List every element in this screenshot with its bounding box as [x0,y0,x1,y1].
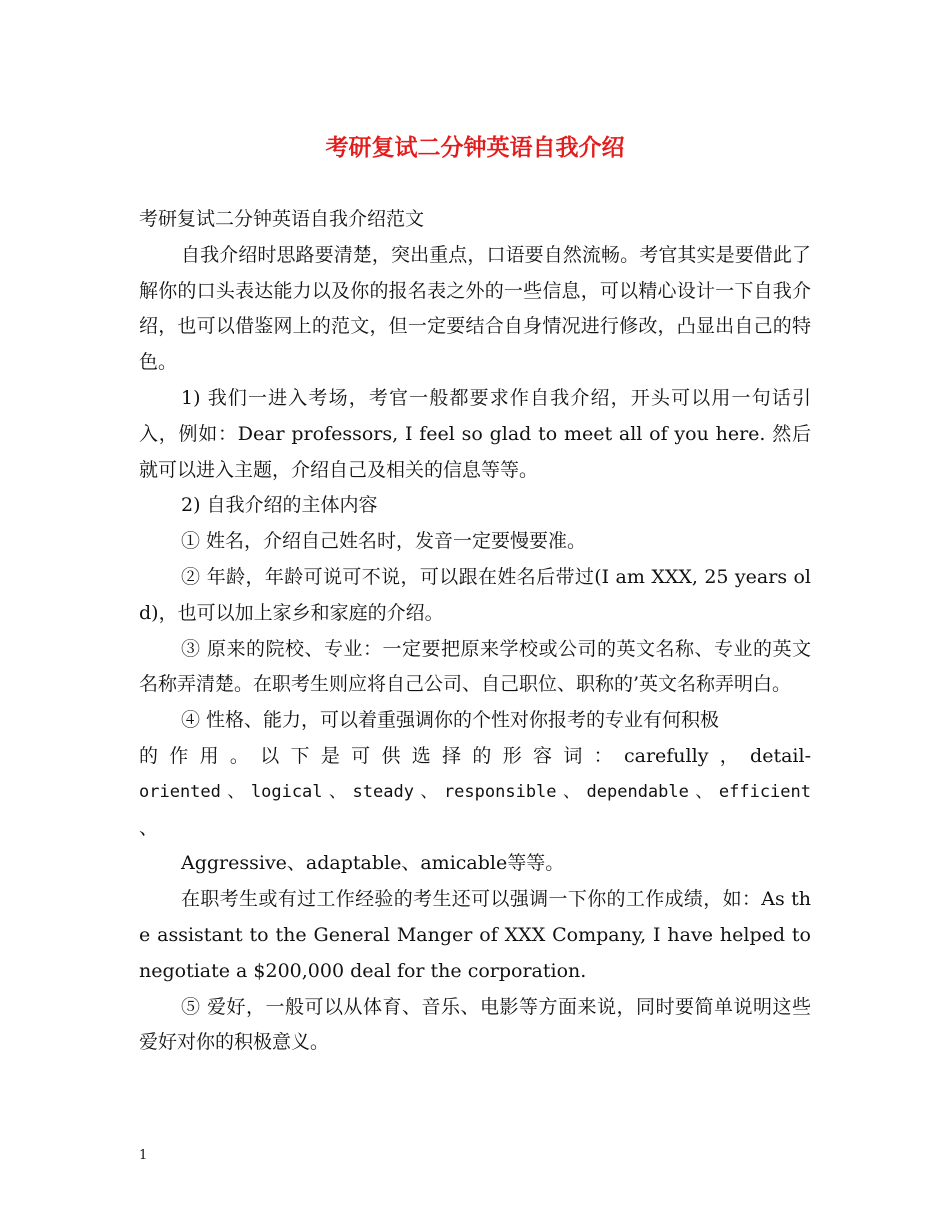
paragraph-name: ① 姓名，介绍自己姓名时，发音一定要慢要准。 [181,530,587,553]
page-number: 1 [139,1148,148,1163]
paragraph-main-content-heading: 2) 自我介绍的主体内容 [181,494,378,517]
document-title: 考研复试二分钟英语自我介绍 [325,134,625,161]
paragraph-age: ② 年龄，年龄可说可不说，可以跟在姓名后带过(I am XXX, 25 years old)，也可以加上家乡和家庭的介绍。 [139,565,811,624]
paragraph-work-achievements: 在职考生或有过工作经验的考生还可以强调一下你的工作成绩，如：As the assistant to the General Manger of XXX Company, I have helped to negotiate a $200,000 deal for the corporation. [139,888,811,982]
paragraph-personality-line-2: 的作用。以下是可供选择的形容词：carefully，detail- [139,744,811,767]
document-body [139,202,811,1061]
paragraph-opening: 1) 我们一进入考场，考官一般都要求作自我介绍，开头可以用一句话引入，例如：Dear professors, I feel so glad to meet all of you here. 然后就可以进入主题，介绍自己及相关的信息等等。 [139,386,811,481]
paragraph-personality-line-3: oriented、logical、steady、responsible、dependable、efficient [139,781,811,802]
paragraph-hobbies: ⑤ 爱好，一般可以从体育、音乐、电影等方面来说，同时要简单说明这些爱好对你的积极意义。 [139,995,811,1054]
document-subtitle: 考研复试二分钟英语自我介绍范文 [139,208,425,230]
paragraph-school-major: ③ 原来的院校、专业：一定要把原来学校或公司的英文名称、专业的英文名称弄清楚。在职考生则应将自己公司、自己职位、职称的’英文名称弄明白。 [139,637,811,696]
paragraph-personality-line-1: ④ 性格、能力，可以着重强调你的个性对你报考的专业有何积极 [181,709,720,732]
paragraph-personality-line-4: 、 [139,816,159,839]
paragraph-intro: 自我介绍时思路要清楚，突出重点，口语要自然流畅。考官其实是要借此了解你的口头表达能力以及你的报名表之外的一些信息，可以精心设计一下自我介绍，也可以借鉴网上的范文，但一定要结合自身情况进行修改，凸显出自己的特色。 [139,243,811,374]
paragraph-adjectives: Aggressive、adaptable、amicable等等。 [181,852,565,875]
